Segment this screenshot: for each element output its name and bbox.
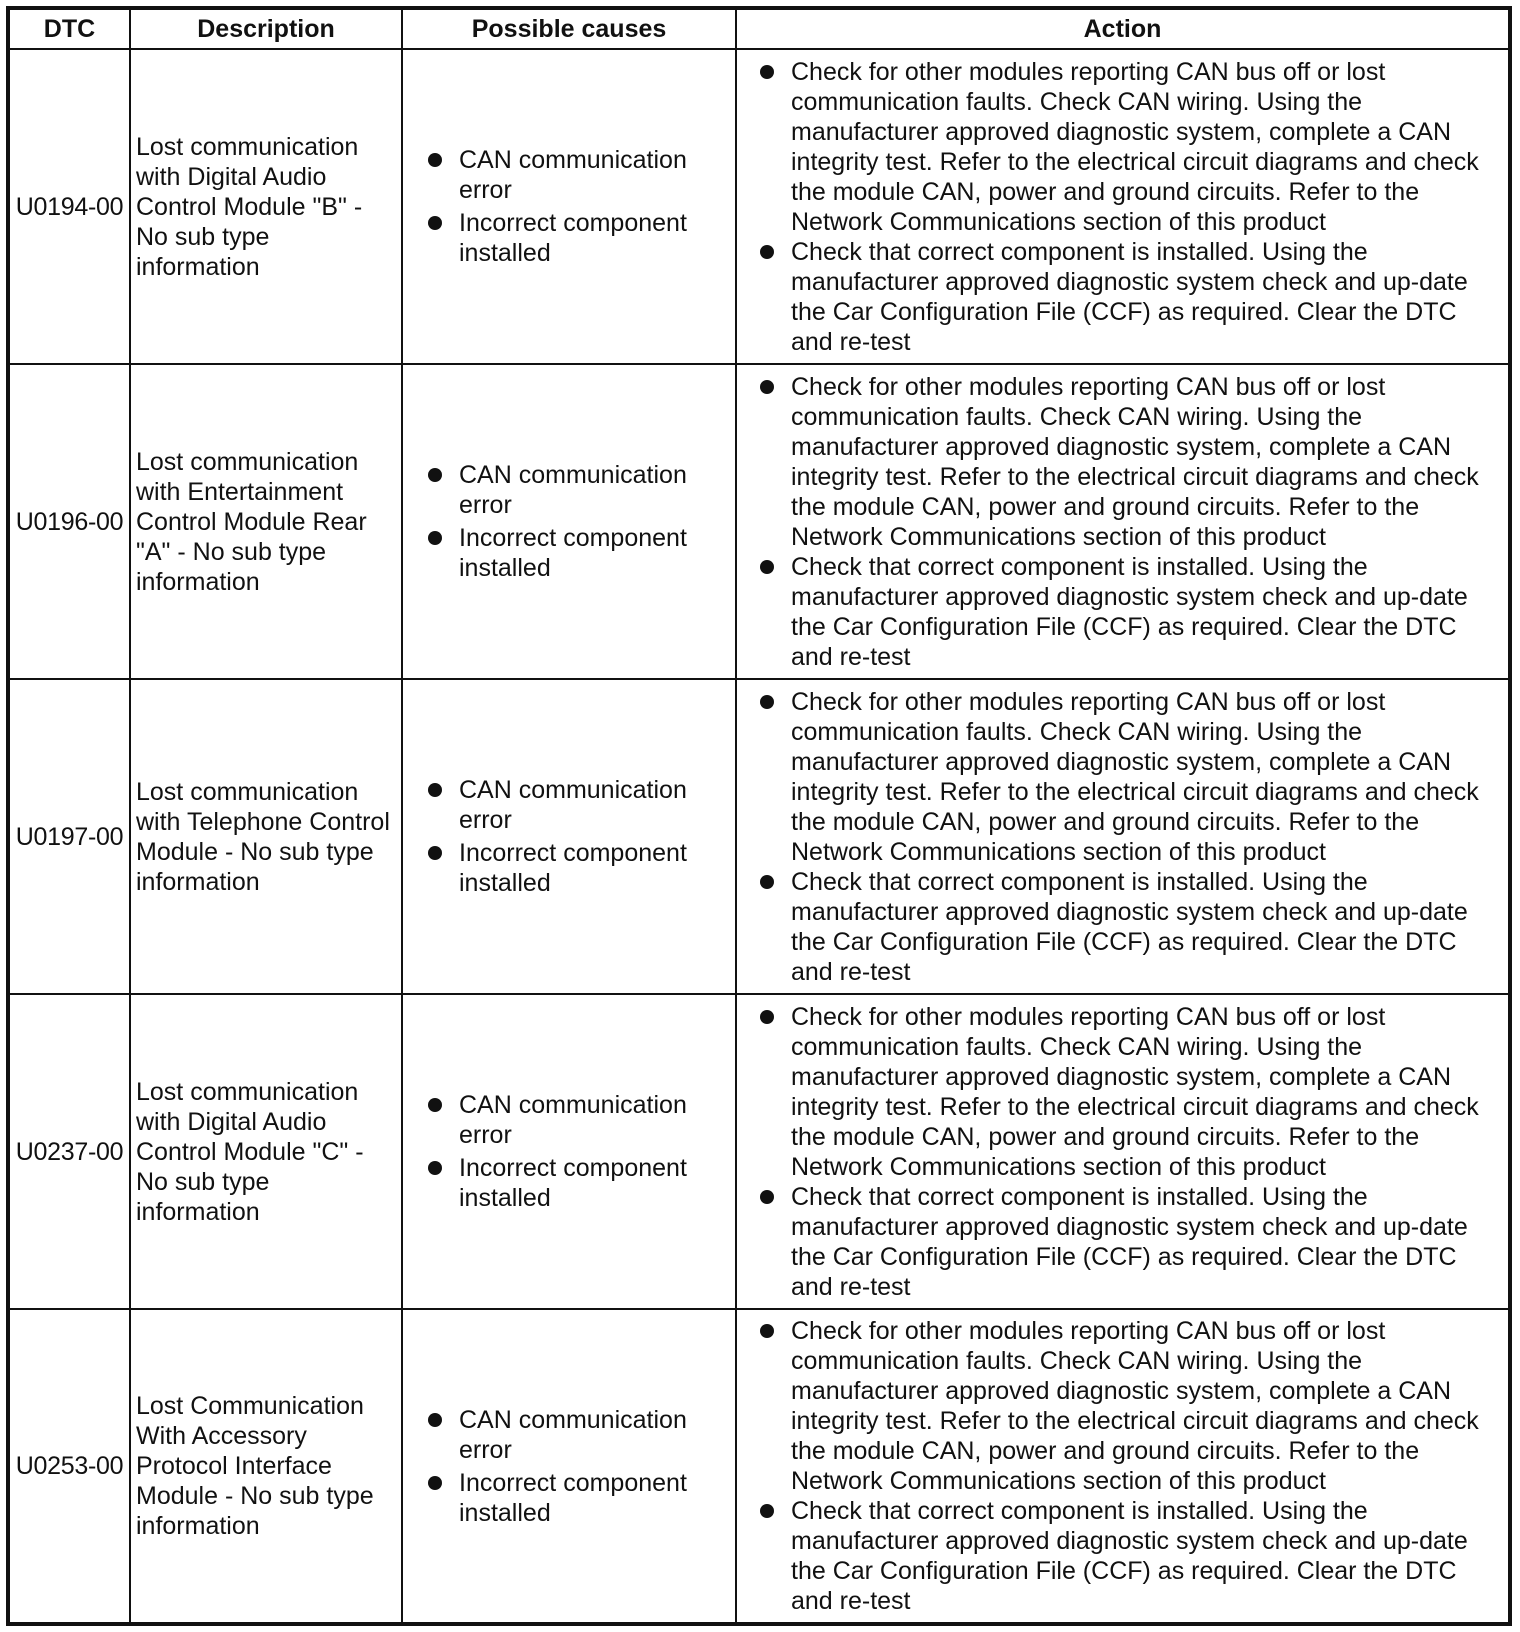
bullet-icon	[428, 1161, 442, 1175]
action-text: Check that correct component is installed. Using the manufacturer approved diagnostic system check and up-date the Car Configuration File (CCF) as required. Clear the DTC and re-test	[791, 237, 1468, 356]
bullet-icon	[760, 875, 774, 889]
bullet-icon	[760, 560, 774, 574]
cause-text: Incorrect component installed	[459, 524, 687, 582]
possible-causes-cell	[402, 364, 736, 679]
bullet-icon	[428, 1476, 442, 1490]
bullet-icon	[760, 1324, 774, 1338]
actions-list	[737, 1002, 1508, 1302]
bullet-icon	[760, 695, 774, 709]
action-text: Check for other modules reporting CAN bus off or lost communication faults. Check CAN wiring. Using the manufacturer approved diagnostic system, complete a CAN integrity test. Refer to the electrical circuit diagrams and check the module CAN, power and ground circuits. Refer to the Network Communications section of this product	[791, 687, 1479, 866]
cause-text: CAN communication error	[459, 461, 687, 519]
possible-causes-cell	[402, 49, 736, 364]
header-action: Action	[736, 8, 1510, 49]
cause-item	[459, 1090, 727, 1150]
action-item	[791, 237, 1498, 357]
bullet-icon	[760, 1190, 774, 1204]
actions-list	[737, 372, 1508, 672]
dtc-code: U0253-00	[8, 1309, 130, 1624]
action-text: Check for other modules reporting CAN bus off or lost communication faults. Check CAN wiring. Using the manufacturer approved diagnostic system, complete a CAN integrity test. Refer to the electrical circuit diagrams and check the module CAN, power and ground circuits. Refer to the Network Communications section of this product	[791, 1002, 1479, 1181]
action-cell	[736, 1309, 1510, 1624]
action-item	[791, 372, 1498, 552]
possible-causes-cell	[402, 679, 736, 994]
header-dtc: DTC	[8, 8, 130, 49]
bullet-icon	[428, 1098, 442, 1112]
table-header-row	[8, 8, 1510, 49]
cause-text: CAN communication error	[459, 776, 687, 834]
cause-text: Incorrect component installed	[459, 209, 687, 267]
bullet-icon	[760, 65, 774, 79]
bullet-icon	[760, 1504, 774, 1518]
bullet-icon	[760, 380, 774, 394]
bullet-icon	[428, 216, 442, 230]
bullet-icon	[428, 1413, 442, 1427]
cause-item	[459, 208, 727, 268]
action-text: Check that correct component is installed. Using the manufacturer approved diagnostic system check and up-date the Car Configuration File (CCF) as required. Clear the DTC and re-test	[791, 1182, 1468, 1301]
dtc-code: U0197-00	[8, 679, 130, 994]
bullet-icon	[428, 531, 442, 545]
causes-list	[403, 1090, 735, 1213]
header-possible-causes: Possible causes	[402, 8, 736, 49]
bullet-icon	[428, 846, 442, 860]
dtc-description: Lost communication with Telephone Control Module - No sub type information	[130, 679, 402, 994]
cause-item	[459, 1153, 727, 1213]
actions-list	[737, 57, 1508, 357]
header-description: Description	[130, 8, 402, 49]
dtc-code: U0237-00	[8, 994, 130, 1309]
action-cell	[736, 679, 1510, 994]
causes-list	[403, 1405, 735, 1528]
table-row	[8, 679, 1510, 994]
causes-list	[403, 775, 735, 898]
bullet-icon	[760, 245, 774, 259]
dtc-description: Lost communication with Entertainment Control Module Rear "A" - No sub type information	[130, 364, 402, 679]
causes-list	[403, 145, 735, 268]
bullet-icon	[428, 783, 442, 797]
action-item	[791, 1182, 1498, 1302]
action-text: Check for other modules reporting CAN bus off or lost communication faults. Check CAN wiring. Using the manufacturer approved diagnostic system, complete a CAN integrity test. Refer to the electrical circuit diagrams and check the module CAN, power and ground circuits. Refer to the Network Communications section of this product	[791, 1317, 1479, 1495]
dtc-code: U0196-00	[8, 364, 130, 679]
possible-causes-cell	[402, 994, 736, 1309]
dtc-description: Lost Communication With Accessory Protocol Interface Module - No sub type information	[130, 1309, 402, 1624]
actions-list	[737, 1316, 1508, 1616]
action-text: Check that correct component is installed. Using the manufacturer approved diagnostic system check and up-date the Car Configuration File (CCF) as required. Clear the DTC and re-test	[791, 867, 1468, 986]
action-text: Check that correct component is installed. Using the manufacturer approved diagnostic system check and up-date the Car Configuration File (CCF) as required. Clear the DTC and re-test	[791, 1497, 1468, 1615]
action-item	[791, 867, 1498, 987]
cause-text: CAN communication error	[459, 146, 687, 204]
action-text: Check for other modules reporting CAN bus off or lost communication faults. Check CAN wiring. Using the manufacturer approved diagnostic system, complete a CAN integrity test. Refer to the electrical circuit diagrams and check the module CAN, power and ground circuits. Refer to the Network Communications section of this product	[791, 372, 1479, 551]
action-item	[791, 552, 1498, 672]
dtc-code: U0194-00	[8, 49, 130, 364]
table-row	[8, 49, 1510, 364]
possible-causes-cell	[402, 1309, 736, 1624]
cause-text: Incorrect component installed	[459, 1154, 687, 1212]
cause-text: Incorrect component installed	[459, 1468, 687, 1527]
action-cell	[736, 364, 1510, 679]
action-item	[791, 687, 1498, 867]
cause-item	[459, 145, 727, 205]
action-text: Check for other modules reporting CAN bus off or lost communication faults. Check CAN wiring. Using the manufacturer approved diagnostic system, complete a CAN integrity test. Refer to the electrical circuit diagrams and check the module CAN, power and ground circuits. Refer to the Network Communications section of this product	[791, 57, 1479, 236]
cause-text: CAN communication error	[459, 1091, 687, 1149]
action-item	[791, 1496, 1498, 1616]
cause-item	[459, 775, 727, 835]
dtc-description: Lost communication with Digital Audio Control Module "B" - No sub type information	[130, 49, 402, 364]
dtc-table	[6, 6, 1512, 1626]
cause-item	[459, 1468, 727, 1528]
table-row	[8, 364, 1510, 679]
bullet-icon	[428, 153, 442, 167]
cause-item	[459, 1405, 727, 1465]
cause-text: CAN communication error	[459, 1405, 687, 1464]
cause-item	[459, 838, 727, 898]
table-row	[8, 1309, 1510, 1624]
action-cell	[736, 994, 1510, 1309]
table-row	[8, 994, 1510, 1309]
cause-text: Incorrect component installed	[459, 839, 687, 897]
bullet-icon	[428, 468, 442, 482]
dtc-description: Lost communication with Digital Audio Control Module "C" - No sub type information	[130, 994, 402, 1309]
actions-list	[737, 687, 1508, 987]
action-item	[791, 1002, 1498, 1182]
causes-list	[403, 460, 735, 583]
action-item	[791, 1316, 1498, 1496]
cause-item	[459, 460, 727, 520]
action-item	[791, 57, 1498, 237]
cause-item	[459, 523, 727, 583]
action-text: Check that correct component is installed. Using the manufacturer approved diagnostic system check and up-date the Car Configuration File (CCF) as required. Clear the DTC and re-test	[791, 552, 1468, 671]
bullet-icon	[760, 1010, 774, 1024]
action-cell	[736, 49, 1510, 364]
